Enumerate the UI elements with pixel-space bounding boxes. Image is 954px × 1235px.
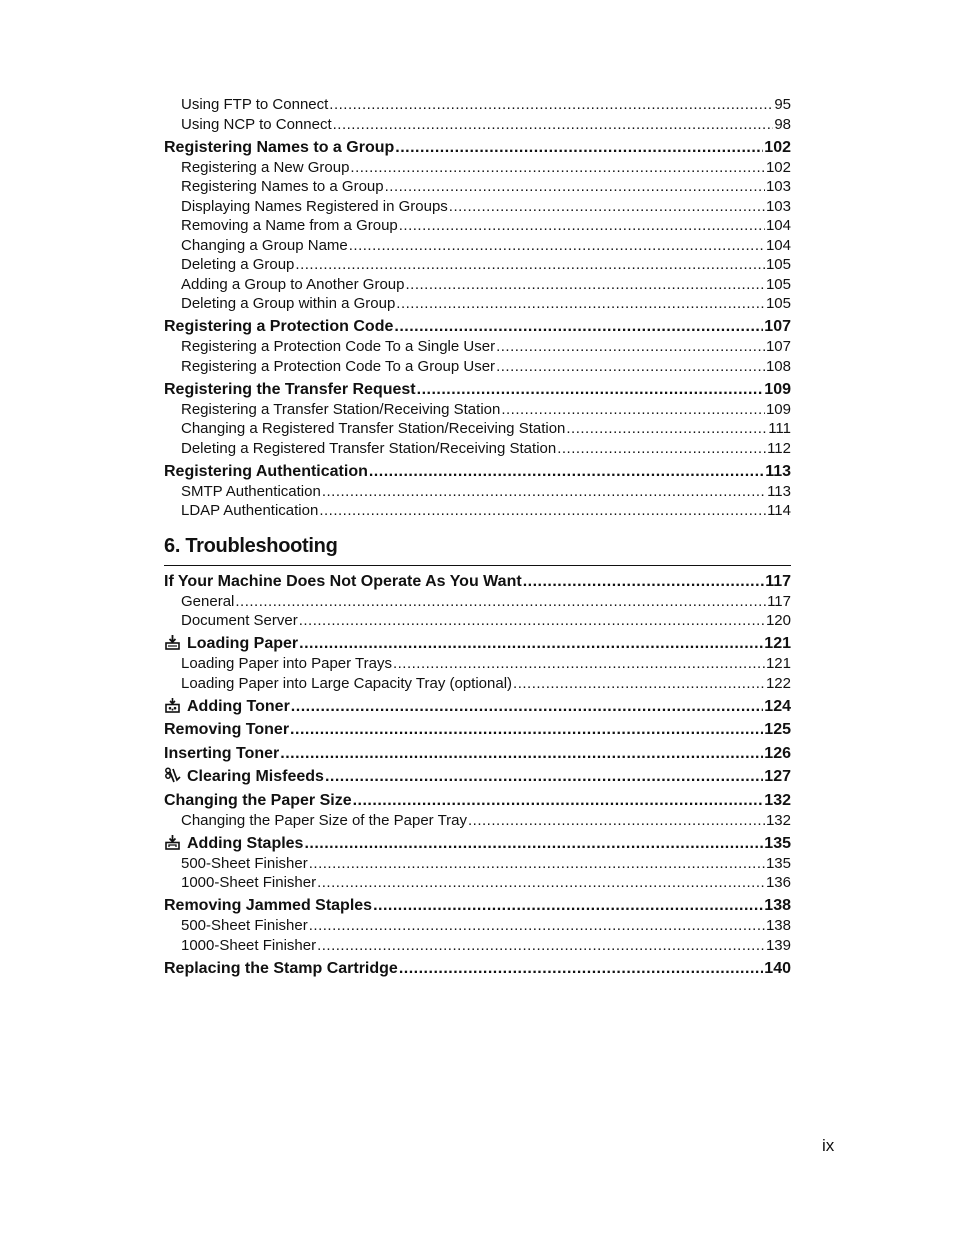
- dot-leader: [566, 419, 767, 439]
- toc-entry-text: Loading Paper: [187, 635, 299, 652]
- toc-entry-text: Loading Paper into Large Capacity Tray (optional): [181, 674, 513, 692]
- toc-entry-deleting-a-group-within-a-group: [164, 294, 791, 314]
- toc-entry-text: Adding Toner: [187, 697, 290, 715]
- toc-entry-label: [181, 811, 467, 831]
- toc-entry-page: 121: [765, 655, 791, 672]
- toc-entry-text: Registering a Protection Code To a Single User: [181, 338, 496, 355]
- toc-entry-text: Document Server: [181, 612, 298, 629]
- dot-leader: [353, 791, 764, 811]
- toc-entry-label: [181, 501, 318, 521]
- dot-leader: [468, 811, 765, 831]
- toc-entry-page: 132: [764, 791, 791, 809]
- toc-entry-text: Registering a Protection Code To a Group User: [181, 357, 496, 375]
- toc-entry-text: Registering a Transfer Station/Receiving Station: [181, 400, 501, 418]
- toc-entry-label: [181, 854, 308, 874]
- toc-heading-registering-a-protection-code: [164, 317, 791, 337]
- toc-entry-page: 109: [764, 380, 791, 398]
- toc-heading-adding-staples: [164, 834, 791, 854]
- toc-entry-page: 122: [765, 674, 791, 692]
- toc-entry-page: 138: [765, 917, 791, 934]
- toc-entry-text: General: [181, 592, 235, 610]
- toc-heading-registering-authentication: [164, 462, 791, 482]
- toc-entry-page: 103: [765, 178, 791, 195]
- toc-entry-text: Removing Toner: [164, 721, 290, 738]
- toc-entry-changing-a-registered-transfer-station-receiving-station: [164, 419, 791, 439]
- toc-entry-text: 1000-Sheet Finisher: [181, 936, 317, 954]
- toc-entry-deleting-a-group: [164, 255, 791, 275]
- dot-leader: [291, 697, 764, 717]
- toc-entry-page: 127: [764, 768, 791, 785]
- toc-entry-label: [181, 936, 316, 956]
- toc-entry-label: [164, 720, 289, 740]
- toc-entry-page: 102: [765, 158, 791, 176]
- toc-entry-page: 105: [765, 295, 791, 312]
- toc-entry-page: 108: [765, 357, 791, 375]
- toc-entry-page: 124: [764, 697, 791, 715]
- toc-entry-text: Registering the Transfer Request: [164, 380, 416, 398]
- toc-entry-loading-paper-into-large-capacity-tray-optional: [164, 674, 791, 694]
- toc-entry-label: [164, 634, 298, 654]
- toc-section-troubleshooting: [164, 572, 791, 979]
- toc-entry-general: [164, 592, 791, 612]
- chapter-heading: 6. Troubleshooting: [164, 535, 791, 566]
- dot-leader: [280, 744, 763, 764]
- dot-leader: [449, 197, 765, 217]
- toc-entry-text: Using NCP to Connect: [181, 115, 332, 133]
- toc-heading-adding-toner: [164, 697, 791, 717]
- toc-entry-500-sheet-finisher: [164, 916, 791, 936]
- toc-entry-text: Clearing Misfeeds: [187, 768, 324, 785]
- toc-entry-displaying-names-registered-in-groups: [164, 197, 791, 217]
- dot-leader: [417, 380, 764, 400]
- toc-entry-label: [181, 255, 294, 275]
- toc-entry-text: Changing a Group Name: [181, 236, 348, 254]
- toc-entry-label: [181, 400, 500, 420]
- toc-entry-deleting-a-registered-transfer-station-receiving-station: [164, 439, 791, 459]
- toc-entry-page: 140: [764, 959, 791, 977]
- toc-entry-label: [164, 959, 398, 979]
- dot-leader: [322, 482, 766, 502]
- dot-leader: [299, 634, 763, 654]
- dot-leader: [393, 654, 765, 674]
- toc-heading-removing-toner: [164, 720, 791, 740]
- toc-entry-changing-a-group-name: [164, 236, 791, 256]
- toc-entry-registering-a-protection-code-to-a-group-user: [164, 357, 791, 377]
- dot-leader: [395, 138, 763, 158]
- toc-entry-text: 1000-Sheet Finisher: [181, 874, 317, 891]
- toc-entry-label: [181, 439, 556, 459]
- toc-entry-text: Registering a New Group: [181, 158, 350, 176]
- toc-entry-ldap-authentication: [164, 501, 791, 521]
- toc-entry-label: [164, 767, 324, 787]
- toc-entry-page: 98: [774, 115, 791, 133]
- table-of-contents: [164, 95, 791, 979]
- dot-leader: [333, 115, 774, 135]
- toc-entry-label: [181, 654, 392, 674]
- dot-leader: [405, 275, 764, 295]
- dot-leader: [496, 337, 765, 357]
- toc-entry-page: 121: [764, 635, 791, 652]
- toc-entry-500-sheet-finisher: [164, 854, 791, 874]
- toc-entry-page: 104: [765, 236, 791, 254]
- toc-entry-text: Deleting a Group: [181, 256, 295, 273]
- toc-entry-label: [181, 275, 404, 295]
- toc-entry-document-server: [164, 611, 791, 631]
- toc-entry-text: Removing Jammed Staples: [164, 897, 373, 914]
- toc-entry-page: 107: [764, 318, 791, 335]
- toc-entry-page: 120: [765, 612, 791, 629]
- toc-entry-page: 113: [767, 482, 791, 500]
- toc-heading-removing-jammed-staples: [164, 896, 791, 916]
- toc-entry-changing-the-paper-size-of-the-paper-tray: [164, 811, 791, 831]
- toc-heading-replacing-the-stamp-cartridge: [164, 959, 791, 979]
- toc-entry-label: [164, 896, 372, 916]
- toc-entry-text: SMTP Authentication: [181, 482, 321, 500]
- toc-entry-page: 105: [765, 275, 791, 293]
- toc-entry-label: [164, 138, 394, 158]
- toc-entry-page: 139: [765, 936, 791, 954]
- toc-entry-loading-paper-into-paper-trays: [164, 654, 791, 674]
- misfeed-icon: [164, 767, 181, 783]
- dot-leader: [523, 572, 765, 592]
- toc-entry-label: [164, 744, 279, 764]
- load-paper-icon: [164, 634, 181, 650]
- toc-entry-page: 135: [764, 834, 791, 852]
- toc-heading-registering-names-to-a-group: [164, 138, 791, 158]
- toc-entry-text: Using FTP to Connect: [181, 96, 329, 113]
- toc-entry-page: 109: [765, 400, 791, 418]
- toc-entry-text: Adding Staples: [187, 834, 304, 852]
- toc-entry-removing-a-name-from-a-group: [164, 216, 791, 236]
- page-number: ix: [822, 1136, 835, 1155]
- toc-entry-text: Changing the Paper Size of the Paper Tray: [181, 811, 468, 829]
- toc-entry-text: Changing a Registered Transfer Station/Receiving Station: [181, 420, 566, 437]
- toc-entry-label: [164, 834, 303, 854]
- toc-entry-label: [181, 197, 448, 217]
- toc-entry-text: Deleting a Group within a Group: [181, 295, 396, 312]
- toc-entry-page: 102: [764, 138, 791, 156]
- toc-heading-registering-the-transfer-request: [164, 380, 791, 400]
- toc-entry-text: Displaying Names Registered in Groups: [181, 197, 448, 215]
- dot-leader: [309, 854, 765, 874]
- dot-leader: [501, 400, 765, 420]
- toc-entry-label: [181, 158, 349, 178]
- toc-heading-if-your-machine-does-not-operate-as-you-want: [164, 572, 791, 592]
- toc-entry-label: [181, 592, 234, 612]
- toc-entry-using-ncp-to-connect: [164, 115, 791, 135]
- dot-leader: [235, 592, 766, 612]
- toc-entry-registering-a-new-group: [164, 158, 791, 178]
- toc-entry-text: Removing a Name from a Group: [181, 217, 398, 234]
- toc-entry-page: 135: [765, 854, 791, 872]
- toc-entry-smtp-authentication: [164, 482, 791, 502]
- add-staples-icon: [164, 834, 181, 850]
- toc-heading-loading-paper: [164, 634, 791, 654]
- toc-entry-page: 105: [765, 256, 791, 273]
- toc-entry-label: [181, 873, 316, 893]
- toc-heading-inserting-toner: [164, 744, 791, 764]
- toc-entry-label: [164, 572, 522, 592]
- toc-entry-page: 114: [767, 502, 791, 519]
- toc-entry-text: 500-Sheet Finisher: [181, 854, 308, 872]
- toc-entry-label: [181, 95, 328, 115]
- toc-entry-page: 117: [765, 572, 791, 590]
- toc-entry-text: Inserting Toner: [164, 744, 280, 762]
- dot-leader: [304, 834, 763, 854]
- dot-leader: [317, 873, 765, 893]
- toc-entry-label: [181, 294, 395, 314]
- dot-leader: [319, 501, 766, 521]
- toc-entry-text: Changing the Paper Size: [164, 791, 352, 809]
- toc-entry-page: 103: [765, 197, 791, 215]
- toc-entry-text: Registering a Protection Code: [164, 318, 394, 335]
- dot-leader: [309, 916, 765, 936]
- toc-entry-label: [181, 357, 495, 377]
- toc-entry-label: [164, 791, 352, 811]
- toc-entry-registering-a-protection-code-to-a-single-user: [164, 337, 791, 357]
- toc-entry-label: [181, 611, 298, 631]
- toc-entry-1000-sheet-finisher: [164, 936, 791, 956]
- toc-entry-text: Loading Paper into Paper Trays: [181, 655, 392, 672]
- dot-leader: [373, 896, 763, 916]
- toc-entry-text: Deleting a Registered Transfer Station/Receiving Station: [181, 439, 557, 457]
- dot-leader: [317, 936, 765, 956]
- toc-entry-label: [181, 216, 398, 236]
- dot-leader: [290, 720, 763, 740]
- toc-entry-label: [164, 380, 416, 400]
- toc-entry-page: 95: [774, 96, 791, 113]
- toc-entry-text: Registering Names to a Group: [181, 178, 384, 195]
- dot-leader: [329, 95, 773, 115]
- toc-entry-label: [181, 916, 308, 936]
- toc-entry-registering-a-transfer-station-receiving-station: [164, 400, 791, 420]
- toc-heading-clearing-misfeeds: [164, 767, 791, 787]
- dot-leader: [325, 767, 763, 787]
- toc-entry-page: 117: [767, 592, 791, 610]
- toc-entry-label: [181, 177, 384, 197]
- toc-entry-text: If Your Machine Does Not Operate As You Want: [164, 572, 522, 590]
- dot-leader: [399, 216, 765, 236]
- toc-entry-page: 107: [765, 338, 791, 355]
- toc-entry-label: [164, 317, 393, 337]
- toc-entry-page: 104: [765, 217, 791, 234]
- dot-leader: [557, 439, 766, 459]
- toc-entry-label: [181, 674, 512, 694]
- toc-entry-page: 126: [764, 744, 791, 762]
- toc-entry-text: 500-Sheet Finisher: [181, 917, 308, 934]
- toc-entry-page: 111: [768, 420, 791, 437]
- toc-entry-1000-sheet-finisher: [164, 873, 791, 893]
- toc-entry-label: [181, 115, 332, 135]
- toc-entry-page: 132: [765, 811, 791, 829]
- toc-entry-text: Registering Authentication: [164, 462, 368, 480]
- toc-entry-text: Registering Names to a Group: [164, 138, 395, 156]
- toc-entry-registering-names-to-a-group: [164, 177, 791, 197]
- dot-leader: [513, 674, 765, 694]
- dot-leader: [349, 236, 765, 256]
- toc-entry-label: [181, 419, 565, 439]
- add-toner-icon: [164, 697, 181, 713]
- toc-entry-page: 112: [767, 439, 791, 457]
- toc-entry-page: 138: [764, 897, 791, 914]
- toc-section-registration: [164, 95, 791, 521]
- dot-leader: [399, 959, 763, 979]
- toc-entry-page: 113: [765, 462, 791, 480]
- dot-leader: [350, 158, 765, 178]
- toc-entry-label: [181, 337, 495, 357]
- toc-entry-page: 136: [765, 874, 791, 891]
- toc-heading-changing-the-paper-size: [164, 791, 791, 811]
- dot-leader: [295, 255, 765, 275]
- dot-leader: [496, 357, 765, 377]
- toc-entry-text: Replacing the Stamp Cartridge: [164, 959, 398, 977]
- toc-entry-label: [181, 482, 321, 502]
- toc-entry-text: Adding a Group to Another Group: [181, 275, 405, 293]
- toc-entry-page: 125: [764, 721, 791, 738]
- dot-leader: [396, 294, 765, 314]
- toc-entry-using-ftp-to-connect: [164, 95, 791, 115]
- dot-leader: [394, 317, 763, 337]
- toc-entry-text: LDAP Authentication: [181, 502, 319, 519]
- toc-entry-adding-a-group-to-another-group: [164, 275, 791, 295]
- toc-entry-label: [181, 236, 348, 256]
- dot-leader: [385, 177, 765, 197]
- dot-leader: [369, 462, 764, 482]
- dot-leader: [299, 611, 765, 631]
- toc-entry-label: [164, 462, 368, 482]
- toc-entry-label: [164, 697, 290, 717]
